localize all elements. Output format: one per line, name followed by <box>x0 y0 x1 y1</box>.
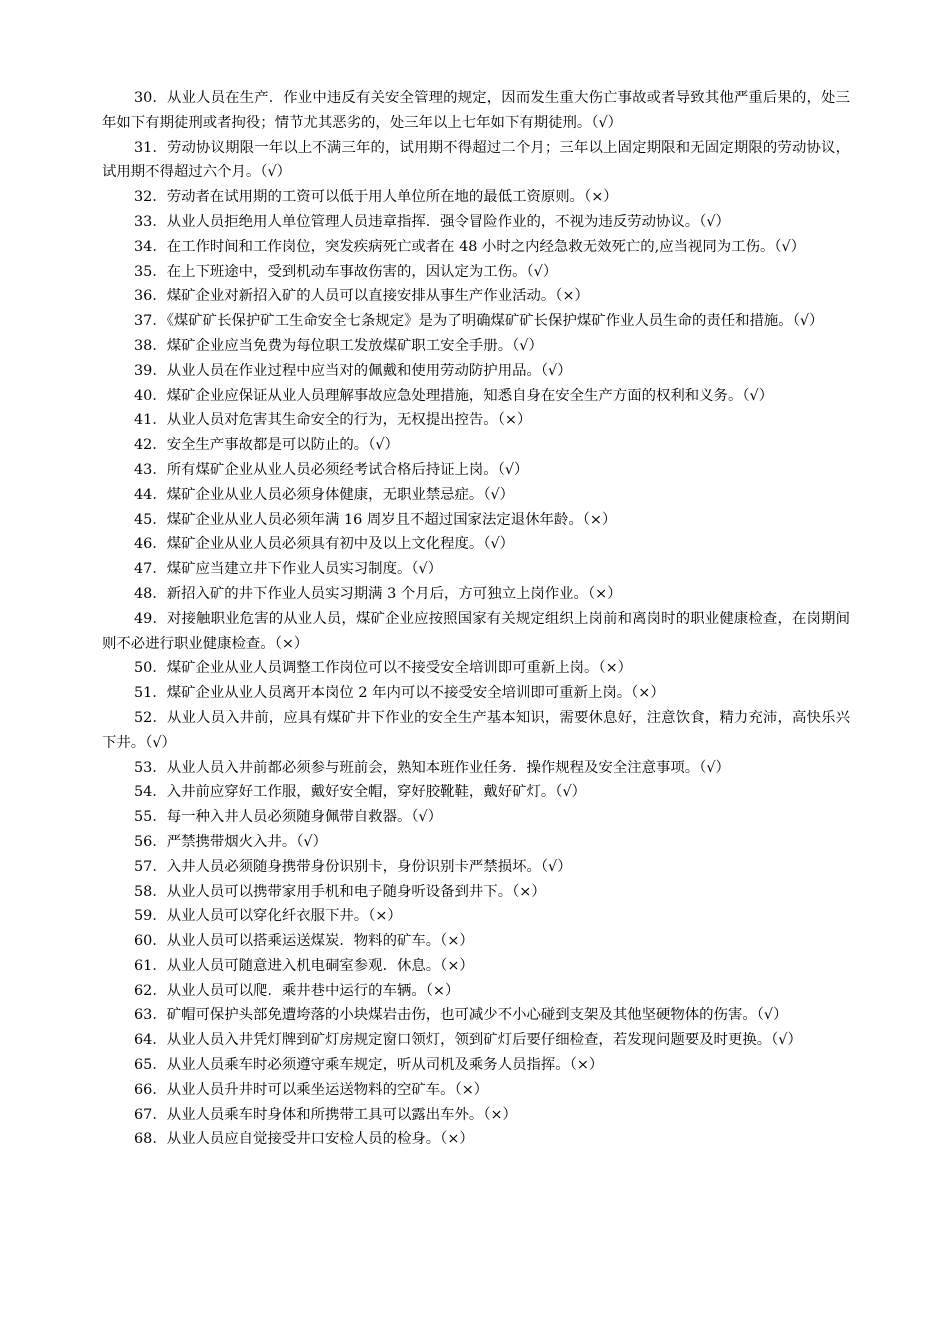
question-item <box>102 433 850 458</box>
question-item <box>102 1003 850 1028</box>
question-item <box>102 1078 850 1103</box>
question-item <box>102 136 850 186</box>
question-number: 67 <box>134 1106 153 1123</box>
question-number: 36 <box>134 288 153 305</box>
question-number: 43 <box>134 461 153 478</box>
question-number: 63 <box>134 1007 153 1024</box>
question-text: ．矿帽可保护头部免遭垮落的小块煤岩击伤，也可减少不小心碰到支架及其他坚硬物体的伤害。（√） <box>152 1007 788 1024</box>
question-item <box>102 334 850 359</box>
question-number: 61 <box>134 957 153 974</box>
question-text: ．煤矿企业从业人员调整工作岗位可以不接受安全培训即可重新上岗。（×） <box>152 660 633 677</box>
question-text: ．从业人员可随意进入机电硐室参观．休息。（×） <box>152 957 474 974</box>
question-text: ．从业人员在生产．作业中违反有关安全管理的规定，因而发生重大伤亡事故或者导致其他严重后果的，处三年如下有期徒刑或者拘役；情节尤其恶劣的，处三年以上七年如下有期徒刑。（√） <box>102 90 850 131</box>
question-item <box>102 681 850 706</box>
question-item <box>102 904 850 929</box>
question-item <box>102 185 850 210</box>
question-item <box>102 1053 850 1078</box>
question-item <box>102 1028 850 1053</box>
question-number: 66 <box>134 1081 153 1098</box>
question-item <box>102 1103 850 1128</box>
question-text: ．煤矿企业从业人员必须具有初中及以上文化程度。（√） <box>152 536 515 553</box>
question-text: ．从业人员入井前，应具有煤矿井下作业的安全生产基本知识，需要休息好，注意饮食，精力充沛，高快乐兴下井。（√） <box>102 709 850 751</box>
question-text: ．从业人员可以携带家用手机和电子随身听设备到井下。（×） <box>152 883 546 900</box>
question-item <box>102 384 850 409</box>
question-item <box>102 954 850 979</box>
question-number: 64 <box>134 1032 153 1049</box>
question-text: ．入井前应穿好工作服，戴好安全帽，穿好胶靴鞋，戴好矿灯。（√） <box>152 784 587 801</box>
question-number: 45 <box>134 511 153 528</box>
question-text: ．从业人员可以穿化纤衣服下井。（×） <box>152 908 402 925</box>
question-item <box>102 557 850 582</box>
question-text: ．《煤矿矿长保护矿工生命安全七条规定》是为了明确煤矿矿长保护煤矿作业人员生命的责任和措施。（√） <box>152 313 824 330</box>
question-item <box>102 359 850 384</box>
question-item <box>102 309 850 334</box>
question-number: 47 <box>134 561 153 578</box>
question-number: 55 <box>134 809 153 826</box>
question-number: 50 <box>134 660 153 677</box>
question-item <box>102 929 850 954</box>
question-text: ．在工作时间和工作岗位，突发疾病死亡或者在 48 小时之内经急救无效死亡的,应当视同为工伤。（√） <box>152 238 806 255</box>
question-item <box>102 979 850 1004</box>
question-item <box>102 210 850 235</box>
question-item <box>102 880 850 905</box>
question-text: ．从业人员入井凭灯牌到矿灯房规定窗口领灯，领到矿灯后要仔细检查，若发现问题要及时更换。（√） <box>152 1032 802 1049</box>
question-number: 42 <box>134 437 153 454</box>
question-text: ．煤矿企业从业人员必须年满 16 周岁且不超过国家法定退休年龄。（×） <box>152 511 617 528</box>
question-number: 59 <box>134 908 153 925</box>
question-number: 49 <box>134 610 153 627</box>
question-number: 35 <box>134 263 153 280</box>
question-text: ．在上下班途中，受到机动车事故伤害的，因认定为工伤。（√） <box>152 263 558 280</box>
question-number: 65 <box>134 1057 153 1074</box>
question-number: 62 <box>134 982 153 999</box>
question-text: ．煤矿企业从业人员离开本岗位 2 年内可以不接受安全培训即可重新上岗。（×） <box>152 685 665 702</box>
question-item <box>102 855 850 880</box>
question-item <box>102 86 850 136</box>
question-text: ．新招入矿的井下作业人员实习期满 3 个月后，方可独立上岗作业。（×） <box>152 585 622 602</box>
question-item <box>102 408 850 433</box>
question-number: 30 <box>134 90 153 106</box>
question-item <box>102 458 850 483</box>
question-text: ．从业人员在作业过程中应当对的佩戴和使用劳动防护用品。（√） <box>152 362 572 379</box>
question-item <box>102 235 850 260</box>
question-text: ．对接触职业危害的从业人员，煤矿企业应按照国家有关规定组织上岗前和离岗时的职业健康检查，在岗期间则不必进行职业健康检查。（×） <box>102 610 850 652</box>
question-text: ．从业人员乘车时身体和所携带工具可以露出车外。（×） <box>152 1106 517 1123</box>
question-number: 48 <box>134 585 153 602</box>
question-item <box>102 1127 850 1152</box>
question-item <box>102 830 850 855</box>
question-item <box>102 805 850 830</box>
question-number: 39 <box>134 362 153 379</box>
question-text: ．从业人员升井时可以乘坐运送物料的空矿车。（×） <box>152 1081 489 1098</box>
question-text: ．煤矿应当建立井下作业人员实习制度。（√） <box>152 561 443 578</box>
question-number: 54 <box>134 784 153 801</box>
question-text: ．煤矿企业应当免费为每位职工发放煤矿职工安全手册。（√） <box>152 337 543 354</box>
question-number: 51 <box>134 685 153 702</box>
question-item <box>102 582 850 607</box>
question-number: 52 <box>134 709 153 726</box>
question-number: 58 <box>134 883 153 900</box>
question-item <box>102 607 850 657</box>
question-number: 40 <box>134 387 153 404</box>
question-text: ．从业人员可以搭乘运送煤炭．物料的矿车。（×） <box>152 933 474 950</box>
question-text: ．入井人员必须随身携带身份识别卡，身份识别卡严禁损坏。（√） <box>152 858 572 875</box>
question-text: ．从业人员拒绝用人单位管理人员违章指挥．强令冒险作业的，不视为违反劳动协议。（√） <box>152 213 730 230</box>
question-number: 34 <box>134 238 153 255</box>
question-number: 32 <box>134 189 153 206</box>
question-number: 60 <box>134 933 153 950</box>
question-text: ．从业人员可以爬．乘井巷中运行的车辆。（×） <box>152 982 460 999</box>
question-number: 44 <box>134 486 153 503</box>
question-text: ．劳动协议期限一年以上不满三年的，试用期不得超过二个月；三年以上固定期限和无固定期限的劳动协议，试用期不得超过六个月。（√） <box>102 139 850 181</box>
question-number: 33 <box>134 213 153 230</box>
question-text: ．严禁携带烟火入井。（√） <box>152 833 327 850</box>
question-text: ．煤矿企业对新招入矿的人员可以直接安排从事生产作业活动。（×） <box>152 288 589 305</box>
question-item <box>102 483 850 508</box>
question-text: ．煤矿企业从业人员必须身体健康，无职业禁忌症。（√） <box>152 486 515 503</box>
question-number: 56 <box>134 833 153 850</box>
question-text: ．从业人员入井前都必须参与班前会，熟知本班作业任务．操作规程及安全注意事项。（√） <box>152 759 730 776</box>
question-item <box>102 532 850 557</box>
question-text: ．所有煤矿企业从业人员必须经考试合格后持证上岗。（√） <box>152 461 529 478</box>
question-number: 41 <box>134 412 153 429</box>
question-number: 38 <box>134 337 153 354</box>
question-text: ．从业人员对危害其生命安全的行为，无权提出控告。（×） <box>152 412 532 429</box>
question-text: ．劳动者在试用期的工资可以低于用人单位所在地的最低工资原则。（×） <box>152 189 618 206</box>
question-item <box>102 284 850 309</box>
question-number: 53 <box>134 759 153 776</box>
question-item <box>102 756 850 781</box>
question-text: ．煤矿企业应保证从业人员理解事故应急处理措施，知悉自身在安全生产方面的权利和义务。（√） <box>152 387 774 404</box>
question-item <box>102 706 850 756</box>
question-text: ．从业人员乘车时必须遵守乘车规定，听从司机及乘务人员指挥。（×） <box>152 1057 604 1074</box>
question-number: 31 <box>134 139 153 156</box>
question-item <box>102 656 850 681</box>
question-item <box>102 780 850 805</box>
question-number: 57 <box>134 858 153 875</box>
question-list <box>102 86 850 1152</box>
question-text: ．安全生产事故都是可以防止的。（√） <box>152 437 399 454</box>
question-item <box>102 260 850 285</box>
question-item <box>102 508 850 533</box>
question-number: 46 <box>134 536 153 553</box>
question-text: ．从业人员应自觉接受井口安检人员的检身。（×） <box>152 1131 474 1148</box>
question-number: 37 <box>134 313 153 330</box>
question-text: ．每一种入井人员必须随身佩带自救器。（√） <box>152 809 443 826</box>
question-number: 68 <box>134 1131 153 1148</box>
